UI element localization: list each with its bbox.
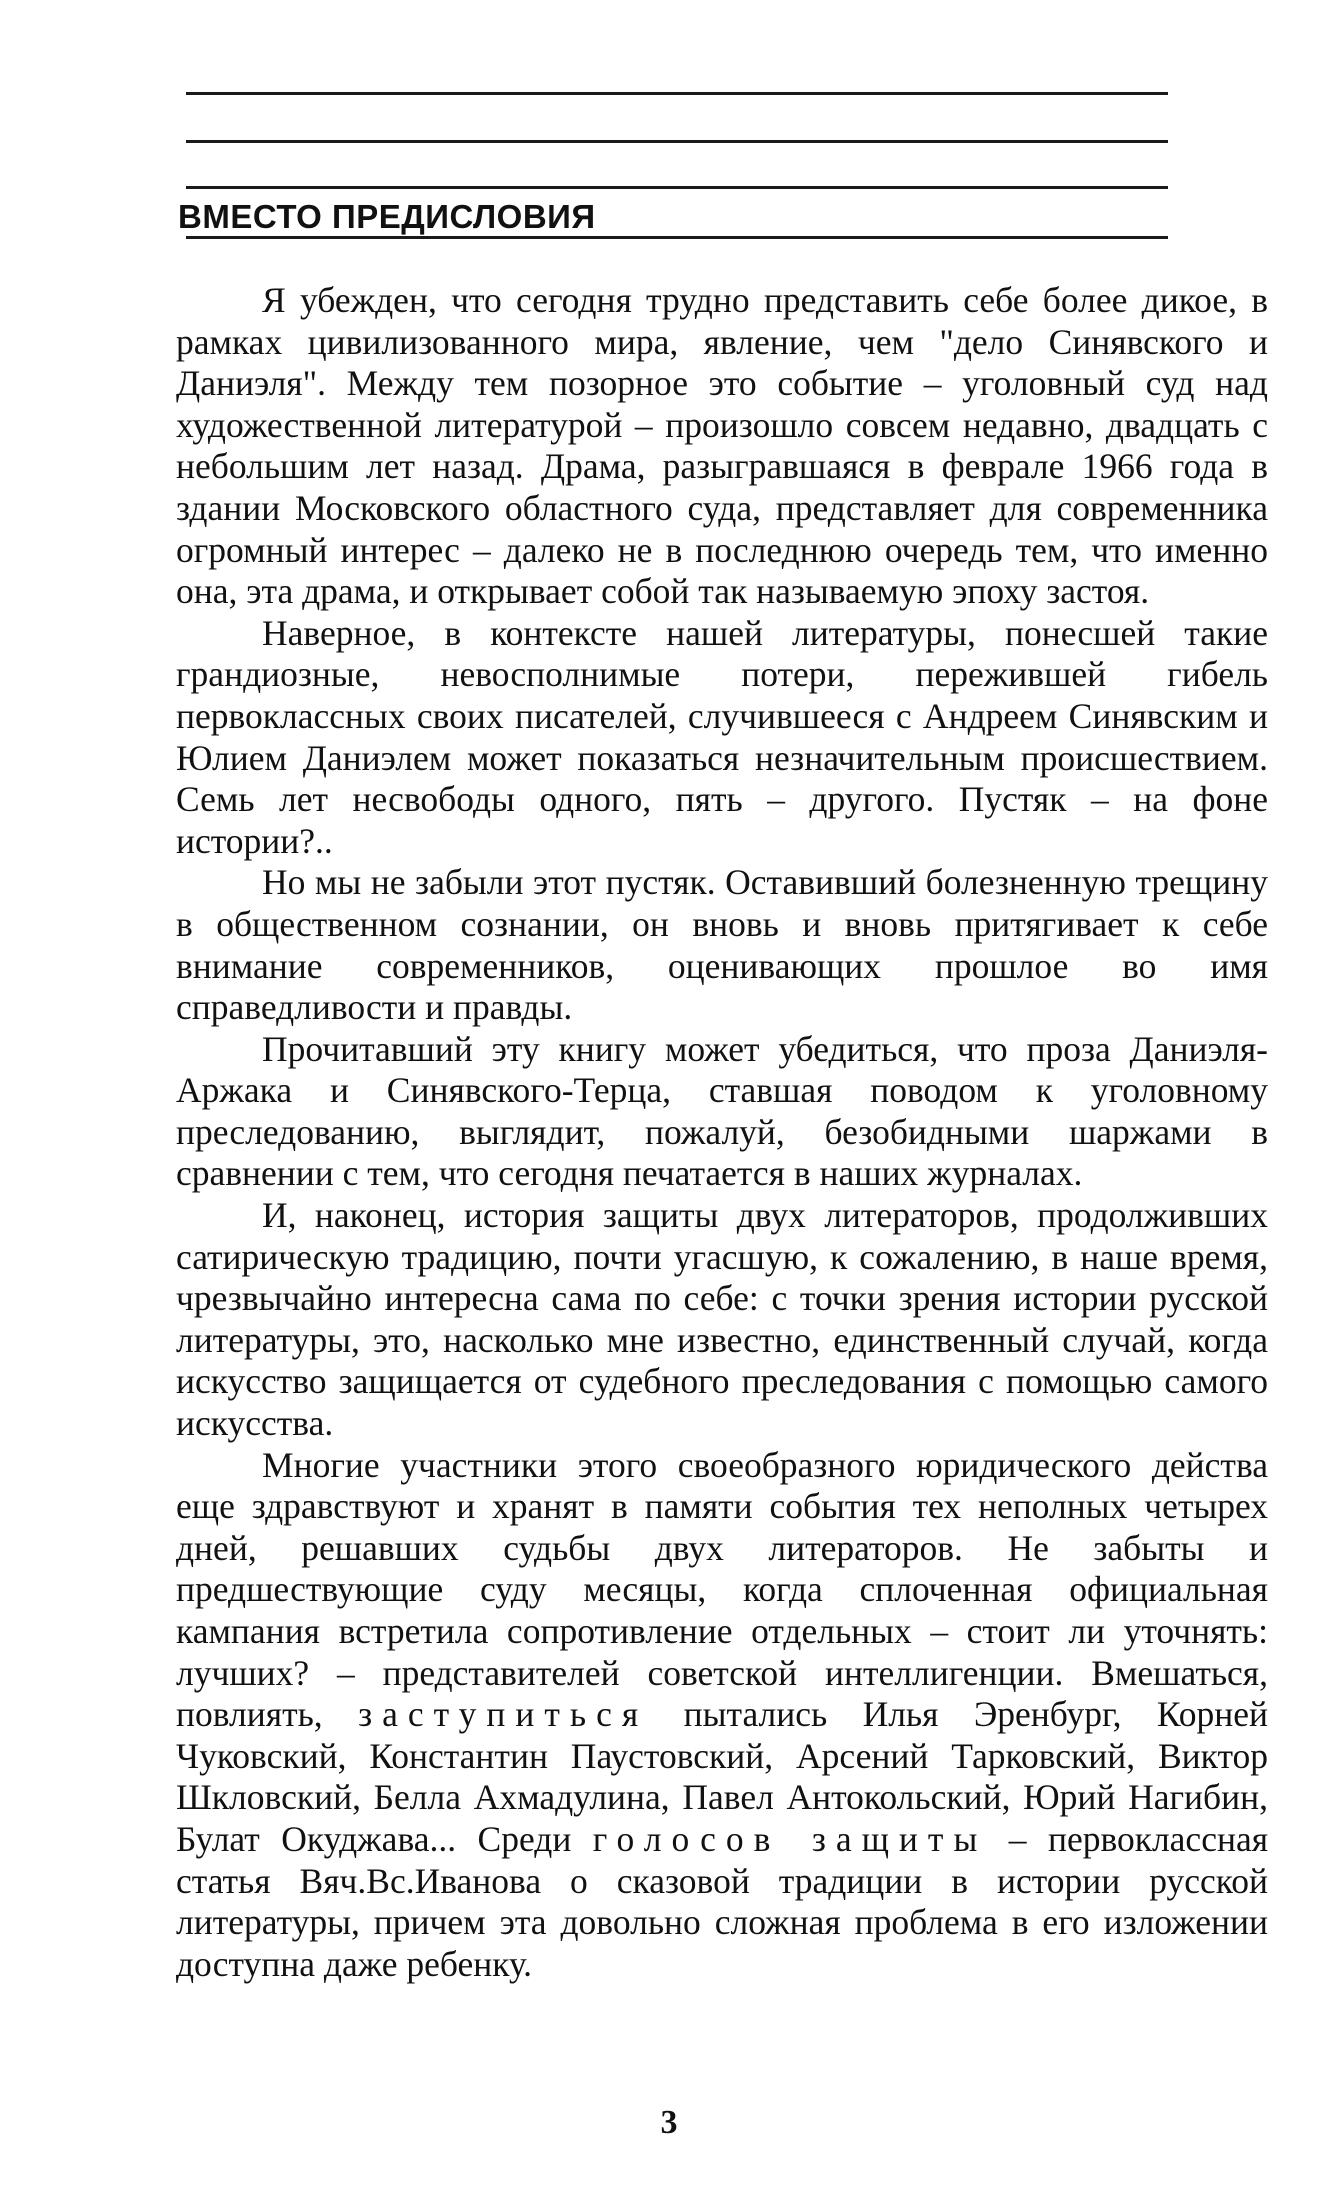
body-text <box>176 280 1268 1985</box>
paragraph-4: Прочитавший эту книгу может убедиться, что проза Даниэля-Аржака и Синявского-Терца, ставшая поводом к уголовному преследованию, выглядит, пожалуй, безобидными шаржами в сравнении с тем, что сегодня печатается в наших журналах. <box>176 1028 1268 1194</box>
paragraph-6 <box>176 1445 1268 1986</box>
paragraph-5: И, наконец, история защиты двух литераторов, продолживших сатирическую традицию, почти угасшую, к сожалению, в наше время, чрезвычайно интересна сама по себе: с точки зрения истории русской литературы, это, насколько мне известно, единственный случай, когда искусство защищается от судебного преследования с помощью самого искусства. <box>176 1195 1268 1444</box>
heading-underline <box>186 236 1168 239</box>
section-heading: ВМЕСТО ПРЕДИСЛОВИЯ <box>178 198 596 235</box>
paragraph-3: Но мы не забыли этот пустяк. Оставивший болезненную трещину в общественном сознании, он вновь и вновь притягивает к себе внимание современников, оценивающих прошлое во имя справедливости и правды. <box>176 862 1268 1028</box>
header-rule-1 <box>186 92 1168 95</box>
spaced-emphasis-golosov-zashchity: голосов защиты <box>592 1818 988 1859</box>
paragraph-6-text-c: – первоклассная статья Вяч.Вс.Иванова о сказовой традиции в истории русской литературы, причем эта довольно сложная проблема в его изложении доступна даже ребенку. <box>176 1818 1269 1984</box>
paragraph-1: Я убежден, что сегодня трудно представить себе более дикое, в рамках цивилизованного мира, явление, чем "дело Синявского и Даниэля". Между тем позорное это событие – уголовный суд над художественной литературой – произошло совсем недавно, двадцать с небольшим лет назад. Драма, разыгравшаяся в феврале 1966 года в здании Московского областного суда, представляет для современника огромный интерес – далеко не в последнюю очередь тем, что именно она, эта драма, и открывает собой так называемую эпоху застоя. <box>176 280 1268 612</box>
paragraph-6-text-b: пытались Илья Эренбург, Корней Чуковский, Константин Паустовский, Арсений Тарковский, Виктор Шкловский, Белла Ахмадулина, Павел Антокольский, Юрий Нагибин, Булат Окуджава... Среди <box>176 1694 1269 1859</box>
header-rule-2 <box>186 140 1168 143</box>
spaced-emphasis-zastupitsya: заступиться <box>358 1694 649 1735</box>
paragraph-2: Наверное, в контексте нашей литературы, понесшей такие грандиозные, невосполнимые потери, пережившей гибель первоклассных своих писателей, случившееся с Андреем Синявским и Юлием Даниэлем может показаться незначительным происшествием. Семь лет несвободы одного, пять – другого. Пустяк – на фоне истории?.. <box>176 612 1268 861</box>
header-rule-3 <box>186 186 1168 189</box>
page-number: 3 <box>660 2104 678 2141</box>
paragraph-6-text-a: Многие участники этого своеобразного юридического действа еще здравствуют и хранят в памяти события тех неполных четырех дней, решавших судьбы двух литераторов. Не забыты и предшествующие суду месяцы, когда сплоченная официальная кампания встретила сопротивление отдельных – стоит ли уточнять: лучших? – представителей советской интеллигенции. Вмешаться, повлиять, <box>176 1444 1268 1735</box>
